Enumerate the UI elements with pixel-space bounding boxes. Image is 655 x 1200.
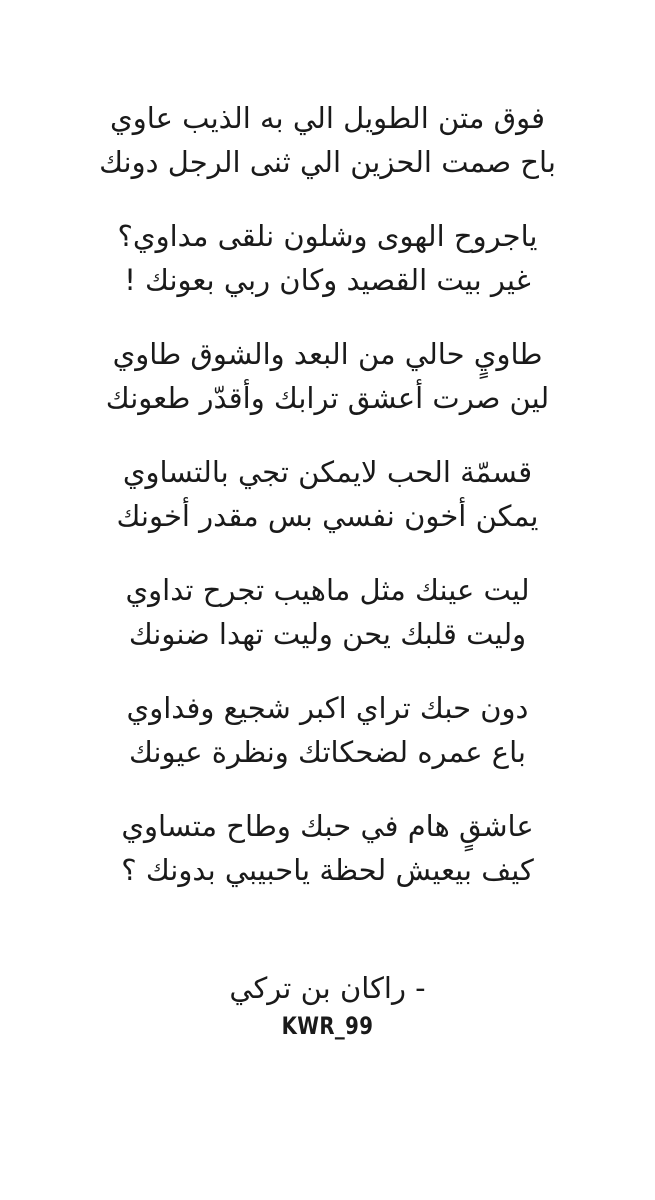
verse-line: غير بيت القصيد وكان ربي بعونك !	[124, 263, 531, 297]
verse-line: لين صرت أعشق ترابك وأقدّر طعونك	[105, 381, 550, 415]
stanza-5	[0, 568, 655, 686]
verse-line: باح صمت الحزين الي ثنى الرجل دونك	[99, 145, 556, 179]
verse-line: ياجروح الهوى وشلون نلقى مداوي؟	[117, 219, 538, 253]
stanza-2	[0, 214, 655, 332]
stanza-6	[0, 686, 655, 804]
verse-line: يمكن أخون نفسي بس مقدر أخونك	[116, 499, 539, 533]
stanza-3	[0, 332, 655, 450]
verse-line: قسمّة الحب لايمكن تجي بالتساوي	[122, 455, 533, 489]
verse-line: ليت عينك مثل ماهيب تجرح تداوي	[125, 573, 530, 607]
verse-line: طاويٍ حالي من البعد والشوق طاوي	[112, 337, 543, 371]
poem	[0, 96, 655, 922]
verse-line: فوق متن الطويل الي به الذيب عاوي	[110, 101, 545, 135]
verse-line: كيف بيعيش لحظة ياحبيبي بدونك ؟	[121, 853, 534, 887]
verse-line: عاشقٍ هام في حبك وطاح متساوي	[121, 809, 534, 843]
verse-line: دون حبك تراي اكبر شجيع وفداوي	[126, 691, 529, 725]
verse-line: وليت قلبك يحن وليت تهدا ضنونك	[128, 617, 527, 651]
signature	[0, 968, 655, 1044]
author-handle: KWR_99	[281, 1012, 374, 1040]
stanza-7	[0, 804, 655, 922]
stanza-1	[0, 96, 655, 214]
author-name: - راكان بن تركي	[229, 971, 426, 1005]
verse-line: باع عمره لضحكاتك ونظرة عيونك	[128, 735, 527, 769]
stanza-4	[0, 450, 655, 568]
